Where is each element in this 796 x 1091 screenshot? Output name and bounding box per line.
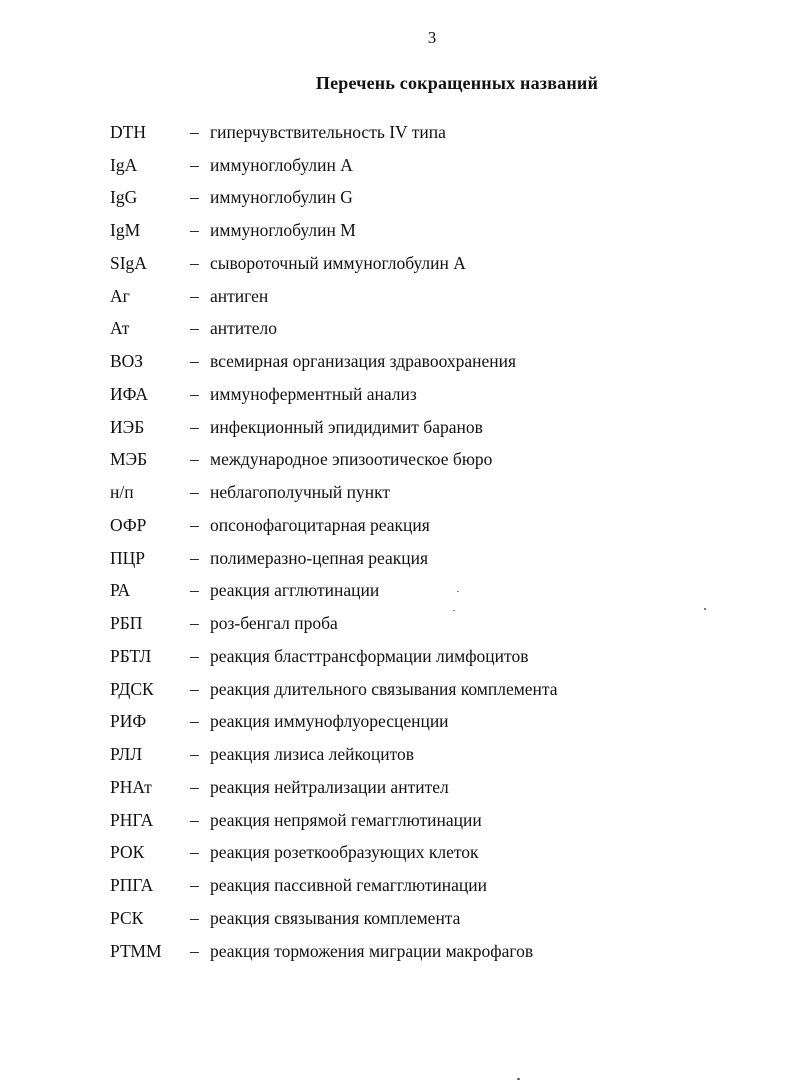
abbreviation-row xyxy=(110,116,558,149)
abbreviation-term: РЛЛ xyxy=(110,744,143,765)
abbreviation-term: IgG xyxy=(110,187,138,208)
scan-speck xyxy=(457,591,459,592)
abbreviation-term: н/п xyxy=(110,482,134,503)
abbreviation-dash: – xyxy=(190,809,199,830)
abbreviation-term: РДСК xyxy=(110,678,154,699)
abbreviation-term: РНАт xyxy=(110,776,152,797)
abbreviation-row xyxy=(110,738,558,771)
page-number: 3 xyxy=(427,28,437,47)
abbreviation-dash: – xyxy=(190,547,199,568)
abbreviation-row xyxy=(110,345,558,378)
abbreviation-term: Ат xyxy=(110,318,130,339)
abbreviation-row xyxy=(110,378,558,411)
page-title: Перечень сокращенных названий xyxy=(315,73,599,93)
abbreviation-row xyxy=(110,869,558,902)
abbreviation-term: IgA xyxy=(110,154,138,175)
abbreviation-definition: опсонофагоцитарная реакция xyxy=(210,514,430,535)
abbreviation-dash: – xyxy=(190,678,199,699)
abbreviation-dash: – xyxy=(190,252,199,273)
abbreviation-row xyxy=(110,542,558,575)
abbreviation-dash: – xyxy=(190,121,199,142)
abbreviation-list xyxy=(110,116,558,968)
abbreviation-definition: роз-бенгал проба xyxy=(210,613,338,634)
abbreviation-term: РСК xyxy=(110,907,144,928)
abbreviation-definition: всемирная организация здравоохранения xyxy=(210,351,517,372)
abbreviation-dash: – xyxy=(190,187,199,208)
abbreviation-dash: – xyxy=(190,776,199,797)
abbreviation-definition: гиперчувствительность IV типа xyxy=(210,121,446,142)
abbreviation-term: ПЦР xyxy=(110,547,146,568)
abbreviation-dash: – xyxy=(190,940,199,961)
abbreviation-term: DTH xyxy=(110,121,146,142)
abbreviation-definition: инфекционный эпидидимит баранов xyxy=(210,416,483,437)
abbreviation-definition: сывороточный иммуноглобулин А xyxy=(210,252,466,273)
abbreviation-row xyxy=(110,706,558,739)
abbreviation-term: ВОЗ xyxy=(110,351,144,372)
abbreviation-term: РТММ xyxy=(110,940,162,961)
abbreviation-row xyxy=(110,935,558,968)
abbreviation-row xyxy=(110,607,558,640)
abbreviation-term: ОФР xyxy=(110,514,147,535)
abbreviation-term: РБТЛ xyxy=(110,645,152,666)
abbreviation-definition: реакция иммунофлуоресценции xyxy=(210,711,449,732)
abbreviation-definition: реакция длительного связывания комплемента xyxy=(210,678,558,699)
abbreviation-row xyxy=(110,182,558,215)
abbreviation-row xyxy=(110,837,558,870)
abbreviation-term: РПГА xyxy=(110,875,154,896)
abbreviation-row xyxy=(110,149,558,182)
abbreviation-definition: международное эпизоотическое бюро xyxy=(210,449,493,470)
abbreviation-term: Аг xyxy=(110,285,130,306)
abbreviation-row xyxy=(110,411,558,444)
abbreviation-dash: – xyxy=(190,514,199,535)
abbreviation-dash: – xyxy=(190,154,199,175)
abbreviation-term: ИФА xyxy=(110,383,148,404)
abbreviation-dash: – xyxy=(190,875,199,896)
abbreviation-term: РБП xyxy=(110,613,143,634)
abbreviation-dash: – xyxy=(190,416,199,437)
abbreviation-dash: – xyxy=(190,449,199,470)
abbreviation-definition: реакция лизиса лейкоцитов xyxy=(210,744,415,765)
abbreviation-definition: реакция розеткообразующих клеток xyxy=(210,842,479,863)
abbreviation-row xyxy=(110,280,558,313)
abbreviation-term: SIgA xyxy=(110,252,147,273)
abbreviation-dash: – xyxy=(190,711,199,732)
abbreviation-definition: иммуноглобулин М xyxy=(210,220,356,241)
abbreviation-definition: реакция связывания комплемента xyxy=(210,907,461,928)
abbreviation-definition: реакция бласттрансформации лимфоцитов xyxy=(210,645,529,666)
scan-speck xyxy=(704,608,706,610)
abbreviation-row xyxy=(110,575,558,608)
abbreviation-definition: реакция пассивной гемагглютинации xyxy=(210,875,488,896)
abbreviation-row xyxy=(110,476,558,509)
abbreviation-term: РИФ xyxy=(110,711,147,732)
abbreviation-dash: – xyxy=(190,383,199,404)
abbreviation-term: РНГА xyxy=(110,809,154,830)
abbreviation-term: IgM xyxy=(110,220,141,241)
abbreviation-dash: – xyxy=(190,744,199,765)
abbreviation-definition: реакция нейтрализации антител xyxy=(210,776,449,797)
abbreviation-term: МЭБ xyxy=(110,449,148,470)
abbreviation-row xyxy=(110,247,558,280)
abbreviation-row xyxy=(110,771,558,804)
abbreviation-dash: – xyxy=(190,580,199,601)
abbreviation-row xyxy=(110,444,558,477)
abbreviation-row xyxy=(110,313,558,346)
abbreviation-row xyxy=(110,673,558,706)
abbreviation-row xyxy=(110,640,558,673)
abbreviation-row xyxy=(110,214,558,247)
abbreviation-definition: иммуноглобулин А xyxy=(210,154,353,175)
abbreviation-definition: реакция агглютинации xyxy=(210,580,380,601)
abbreviation-row xyxy=(110,902,558,935)
abbreviation-dash: – xyxy=(190,613,199,634)
abbreviation-dash: – xyxy=(190,907,199,928)
abbreviation-definition: антиген xyxy=(210,285,269,306)
abbreviation-definition: иммуноглобулин G xyxy=(210,187,353,208)
abbreviation-dash: – xyxy=(190,351,199,372)
abbreviation-definition: полимеразно-цепная реакция xyxy=(210,547,429,568)
abbreviation-term: ИЭБ xyxy=(110,416,145,437)
abbreviation-definition: антитело xyxy=(210,318,278,339)
abbreviation-dash: – xyxy=(190,482,199,503)
scan-speck xyxy=(453,610,455,611)
abbreviation-definition: реакция непрямой гемагглютинации xyxy=(210,809,482,830)
abbreviation-definition: иммуноферментный анализ xyxy=(210,383,417,404)
scan-speck xyxy=(517,1078,520,1080)
abbreviation-term: РОК xyxy=(110,842,145,863)
abbreviation-dash: – xyxy=(190,285,199,306)
abbreviation-term: РА xyxy=(110,580,131,601)
abbreviation-definition: неблагополучный пункт xyxy=(210,482,391,503)
abbreviation-dash: – xyxy=(190,220,199,241)
abbreviation-dash: – xyxy=(190,842,199,863)
abbreviation-row xyxy=(110,509,558,542)
abbreviation-dash: – xyxy=(190,645,199,666)
abbreviation-definition: реакция торможения миграции макрофагов xyxy=(210,940,534,961)
abbreviation-row xyxy=(110,804,558,837)
abbreviation-dash: – xyxy=(190,318,199,339)
